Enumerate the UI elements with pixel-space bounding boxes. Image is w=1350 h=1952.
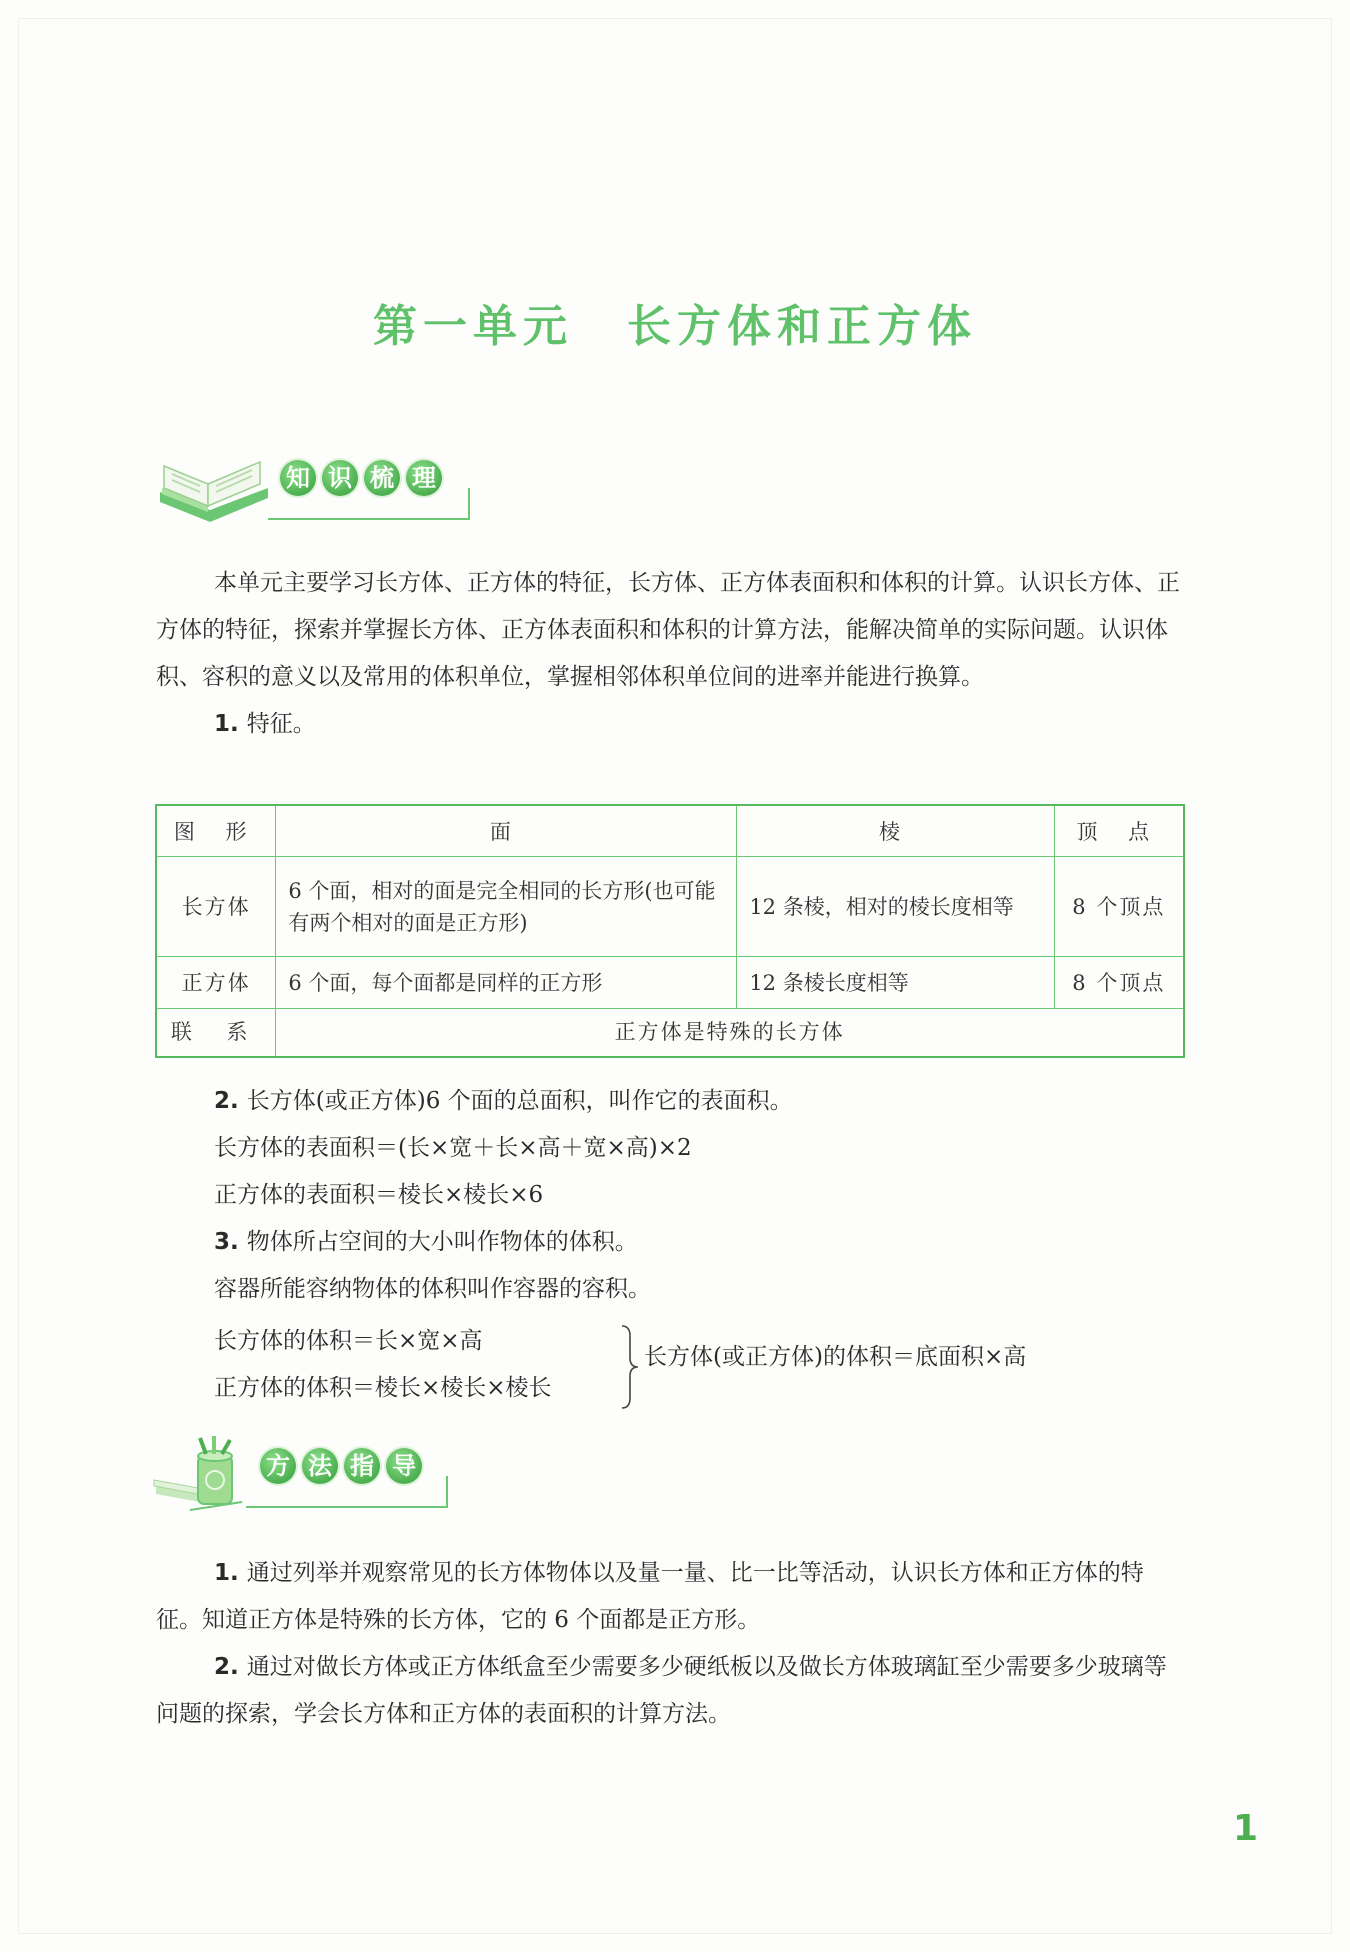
item-surface-area [156,1078,1186,1125]
volume-formulas [214,1318,552,1412]
cell-edge: 12 条棱，相对的棱长度相等 [737,857,1054,957]
header-face: 面 [276,805,737,857]
item-number: 1. [214,1560,239,1586]
formula-cube-area: 正方体的表面积＝棱长×棱长×6 [214,1182,544,1208]
unit-title: 长方体和正方体 [627,301,977,352]
intro-paragraph: 本单元主要学习长方体、正方体的特征，长方体、正方体表面积和体积的计算。认识长方体、正方体的特征，探索并掌握长方体、正方体表面积和体积的计算方法，能解决简单的实际问题。认识体积、容积的意义以及常用的体积单位，掌握相邻体积单位间的进率并能进行换算。 [156,570,1180,690]
formulas-block [156,1078,1186,1313]
section-header-method [150,1436,480,1516]
badge-char: 知 [280,460,316,496]
cell-edge: 12 条棱长度相等 [737,957,1054,1009]
section-badges [280,460,442,496]
item-number: 1. [214,711,239,737]
cell-shape: 正方体 [156,957,276,1009]
capacity-definition: 容器所能容纳物体的体积叫作容器的容积。 [214,1276,651,1302]
badge-char: 法 [302,1448,338,1484]
open-book-icon [150,448,280,528]
method-item-1 [156,1550,1186,1644]
header-edge: 棱 [737,805,1054,857]
cell-relation-text: 正方体是特殊的长方体 [276,1009,1184,1057]
badge-char: 方 [260,1448,296,1484]
badge-char: 理 [406,460,442,496]
cell-vertex: 8 个顶点 [1054,957,1184,1009]
item-volume [156,1219,1186,1266]
item-number: 2. [214,1088,239,1114]
cell-face: 6 个面，相对的面是完全相同的长方形(也可能有两个相对的面是正方形) [276,857,737,957]
item-features [156,701,1186,748]
page-number: 1 [1232,1808,1258,1849]
formula-general-volume: 长方体(或正方体)的体积＝底面积×高 [644,1344,1027,1370]
table-row [156,857,1184,957]
method-item-2 [156,1644,1186,1738]
item-text: 通过对做长方体或正方体纸盒至少需要多少硬纸板以及做长方体玻璃缸至少需要多少玻璃等问题的探索，学会长方体和正方体的表面积的计算方法。 [156,1654,1167,1727]
item-number: 2. [214,1654,239,1680]
section-header-knowledge [150,448,480,528]
item-text: 长方体(或正方体)6 个面的总面积，叫作它的表面积。 [246,1088,793,1114]
intro-block [156,560,1186,748]
cell-vertex: 8 个顶点 [1054,857,1184,957]
table-relation-row [156,1009,1184,1057]
badge-char: 识 [322,460,358,496]
formula-rect-area: 长方体的表面积＝(长×宽＋长×高＋宽×高)×2 [214,1135,692,1161]
cell-face: 6 个面，每个面都是同样的正方形 [276,957,737,1009]
formula-cube-volume: 正方体的体积＝棱长×棱长×棱长 [214,1375,552,1401]
features-table [155,804,1185,1058]
cell-shape: 长方体 [156,857,276,957]
method-block [156,1550,1186,1738]
header-shape: 图 形 [156,805,276,857]
header-vertex: 顶 点 [1054,805,1184,857]
chapter-title [0,290,1350,354]
formula-rect-volume: 长方体的体积＝长×宽×高 [214,1328,483,1354]
item-text: 通过列举并观察常见的长方体物体以及量一量、比一比等活动，认识长方体和正方体的特征。知道正方体是特殊的长方体，它的 6 个面都是正方形。 [156,1560,1144,1633]
badge-char: 梳 [364,460,400,496]
section-badges [260,1448,422,1484]
badge-char: 指 [344,1448,380,1484]
item-number: 3. [214,1229,239,1255]
badge-char: 导 [386,1448,422,1484]
table-header-row [156,805,1184,857]
table-row [156,957,1184,1009]
brace-symbol [620,1324,640,1410]
cell-relation-label: 联 系 [156,1009,276,1057]
unit-label: 第一单元 [373,301,573,352]
item-text: 特征。 [246,711,316,737]
item-text: 物体所占空间的大小叫作物体的体积。 [246,1229,638,1255]
